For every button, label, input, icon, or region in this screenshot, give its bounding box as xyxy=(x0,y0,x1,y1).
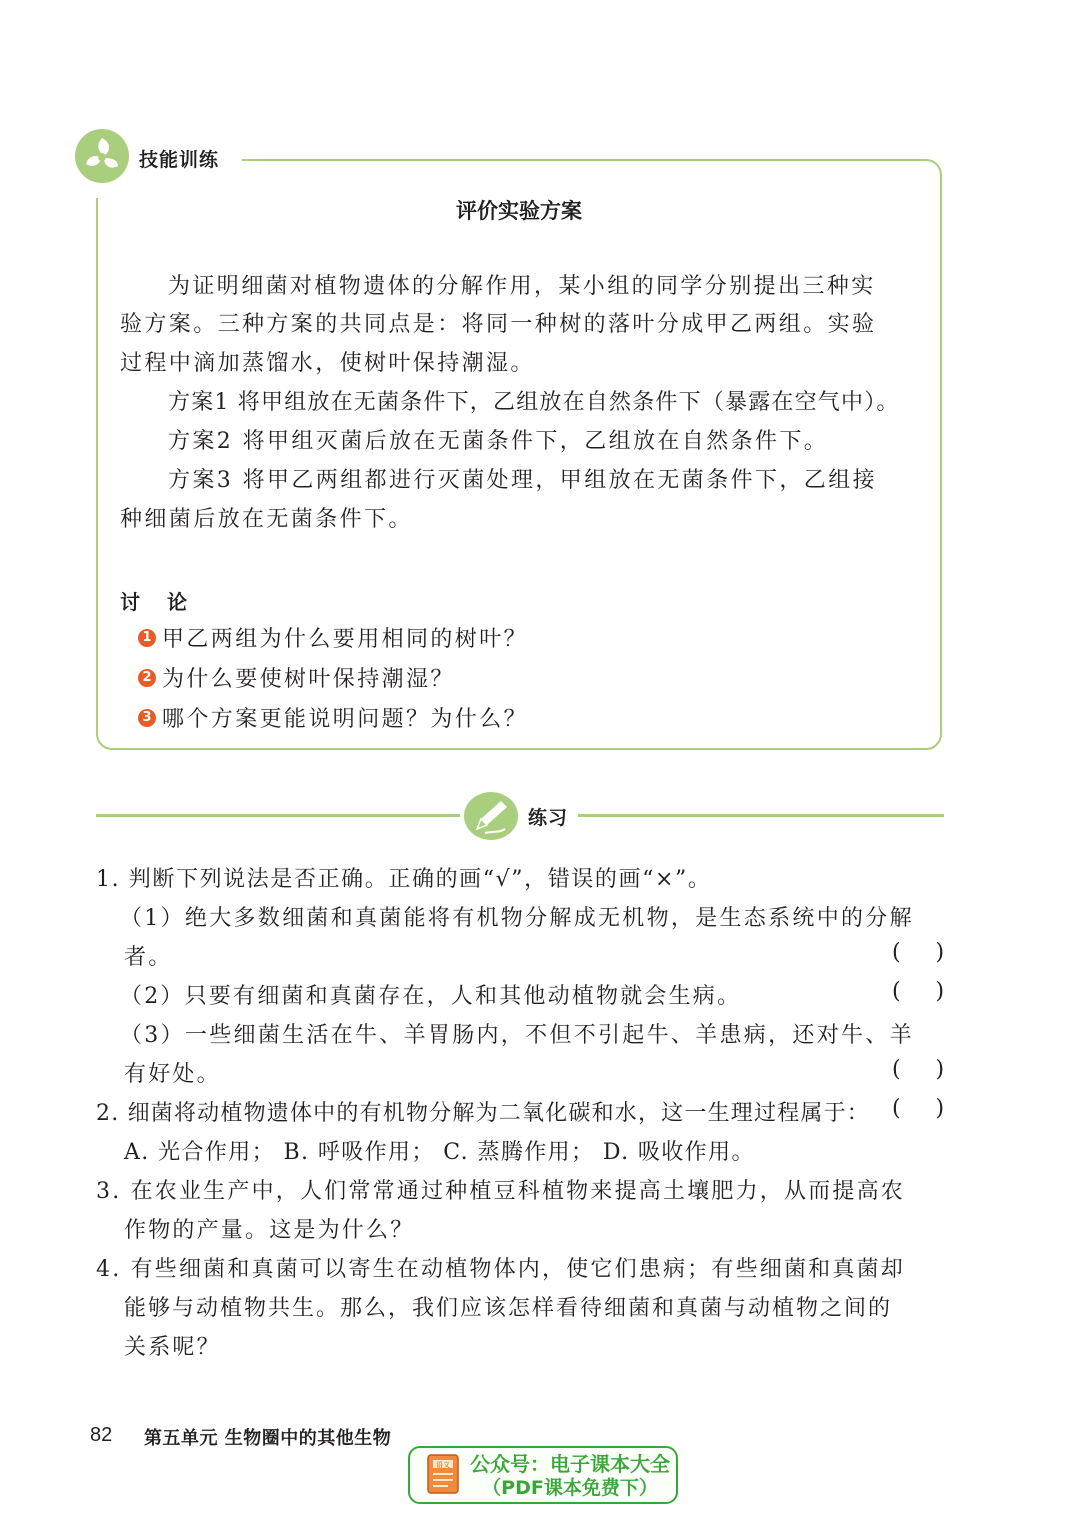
question-2-options: A. 光合作用； B. 呼吸作用； C. 蒸腾作用； D. 吸收作用。 xyxy=(124,1140,755,1165)
question-1-3-line-2: 有好处。 xyxy=(124,1062,221,1087)
intro-line-1: 为证明细菌对植物遗体的分解作用，某小组的同学分别提出三种实 xyxy=(168,274,876,299)
exercise-divider-left xyxy=(96,814,460,817)
skill-training-header: 技能训练 xyxy=(139,149,220,171)
pencil-icon xyxy=(463,791,519,841)
discussion-question-2 xyxy=(138,662,455,693)
question-4-line-1: 4. 有些细菌和真菌可以寄生在动植物体内，使它们患病；有些细菌和真菌却 xyxy=(96,1257,905,1282)
book-icon-label: 语文 xyxy=(436,1461,450,1469)
question-4-line-2: 能够与动植物共生。那么，我们应该怎样看待细菌和真菌与动植物之间的 xyxy=(124,1296,893,1321)
question-text: 哪个方案更能说明问题？为什么？ xyxy=(162,707,529,732)
number-badge: 3 xyxy=(138,709,156,727)
intro-line-3: 过程中滴加蒸馏水，使树叶保持潮湿。 xyxy=(120,351,535,376)
discussion-question-1 xyxy=(138,622,528,653)
skill-training-icon xyxy=(74,128,130,184)
experiment-title: 评价实验方案 xyxy=(456,199,582,223)
question-3-line-2: 作物的产量。这是为什么？ xyxy=(124,1218,415,1243)
plan-2: 方案2 将甲组灭菌后放在无菌条件下，乙组放在自然条件下。 xyxy=(168,429,829,454)
question-1-3-line-1: （3）一些细菌生活在牛、羊胃肠内，不但不引起牛、羊患病，还对牛、羊 xyxy=(120,1023,914,1048)
question-3-line-1: 3. 在农业生产中，人们常常通过种植豆科植物来提高土壤肥力，从而提高农 xyxy=(96,1179,905,1204)
question-1-1-line-2: 者。 xyxy=(124,945,173,970)
answer-blank: ( ) xyxy=(892,940,945,965)
discussion-question-3 xyxy=(138,702,528,733)
intro-line-2: 验方案。三种方案的共同点是：将同一种树的落叶分成甲乙两组。实验 xyxy=(120,312,877,337)
question-4-line-3: 关系呢？ xyxy=(124,1335,221,1360)
question-1-2: （2）只要有细菌和真菌存在，人和其他动植物就会生病。 xyxy=(120,984,742,1009)
exercise-divider-right xyxy=(578,814,944,817)
question-text: 为什么要使树叶保持潮湿？ xyxy=(162,667,455,692)
question-text: 甲乙两组为什么要用相同的树叶？ xyxy=(162,627,529,652)
stamp-line-2: （PDF课本免费下） xyxy=(482,1477,658,1499)
page-number: 82 xyxy=(90,1424,113,1446)
number-badge: 2 xyxy=(138,669,156,687)
question-1-1-line-1: （1）绝大多数细菌和真菌能将有机物分解成无机物，是生态系统中的分解 xyxy=(120,906,914,931)
question-2: 2. 细菌将动植物遗体中的有机物分解为二氧化碳和水，这一生理过程属于： xyxy=(96,1101,870,1126)
question-1: 1. 判断下列说法是否正确。正确的画“√”，错误的画“×”。 xyxy=(96,867,712,892)
stamp-line-1: 公众号：电子课本大全 xyxy=(470,1452,670,1476)
answer-blank: ( ) xyxy=(892,1096,945,1121)
plan-3-line-1: 方案3 将甲乙两组都进行灭菌处理，甲组放在无菌条件下，乙组接 xyxy=(168,468,877,493)
book-icon xyxy=(424,1452,464,1500)
answer-blank: ( ) xyxy=(892,979,945,1004)
answer-blank: ( ) xyxy=(892,1057,945,1082)
exercise-header: 练习 xyxy=(528,807,569,829)
plan-3-line-2: 种细菌后放在无菌条件下。 xyxy=(120,507,413,532)
discussion-heading: 讨 论 xyxy=(120,590,197,614)
number-badge: 1 xyxy=(138,629,156,647)
plan-1: 方案1 将甲组放在无菌条件下，乙组放在自然条件下（暴露在空气中）。 xyxy=(168,390,900,415)
unit-title: 第五单元 生物圈中的其他生物 xyxy=(144,1428,392,1449)
